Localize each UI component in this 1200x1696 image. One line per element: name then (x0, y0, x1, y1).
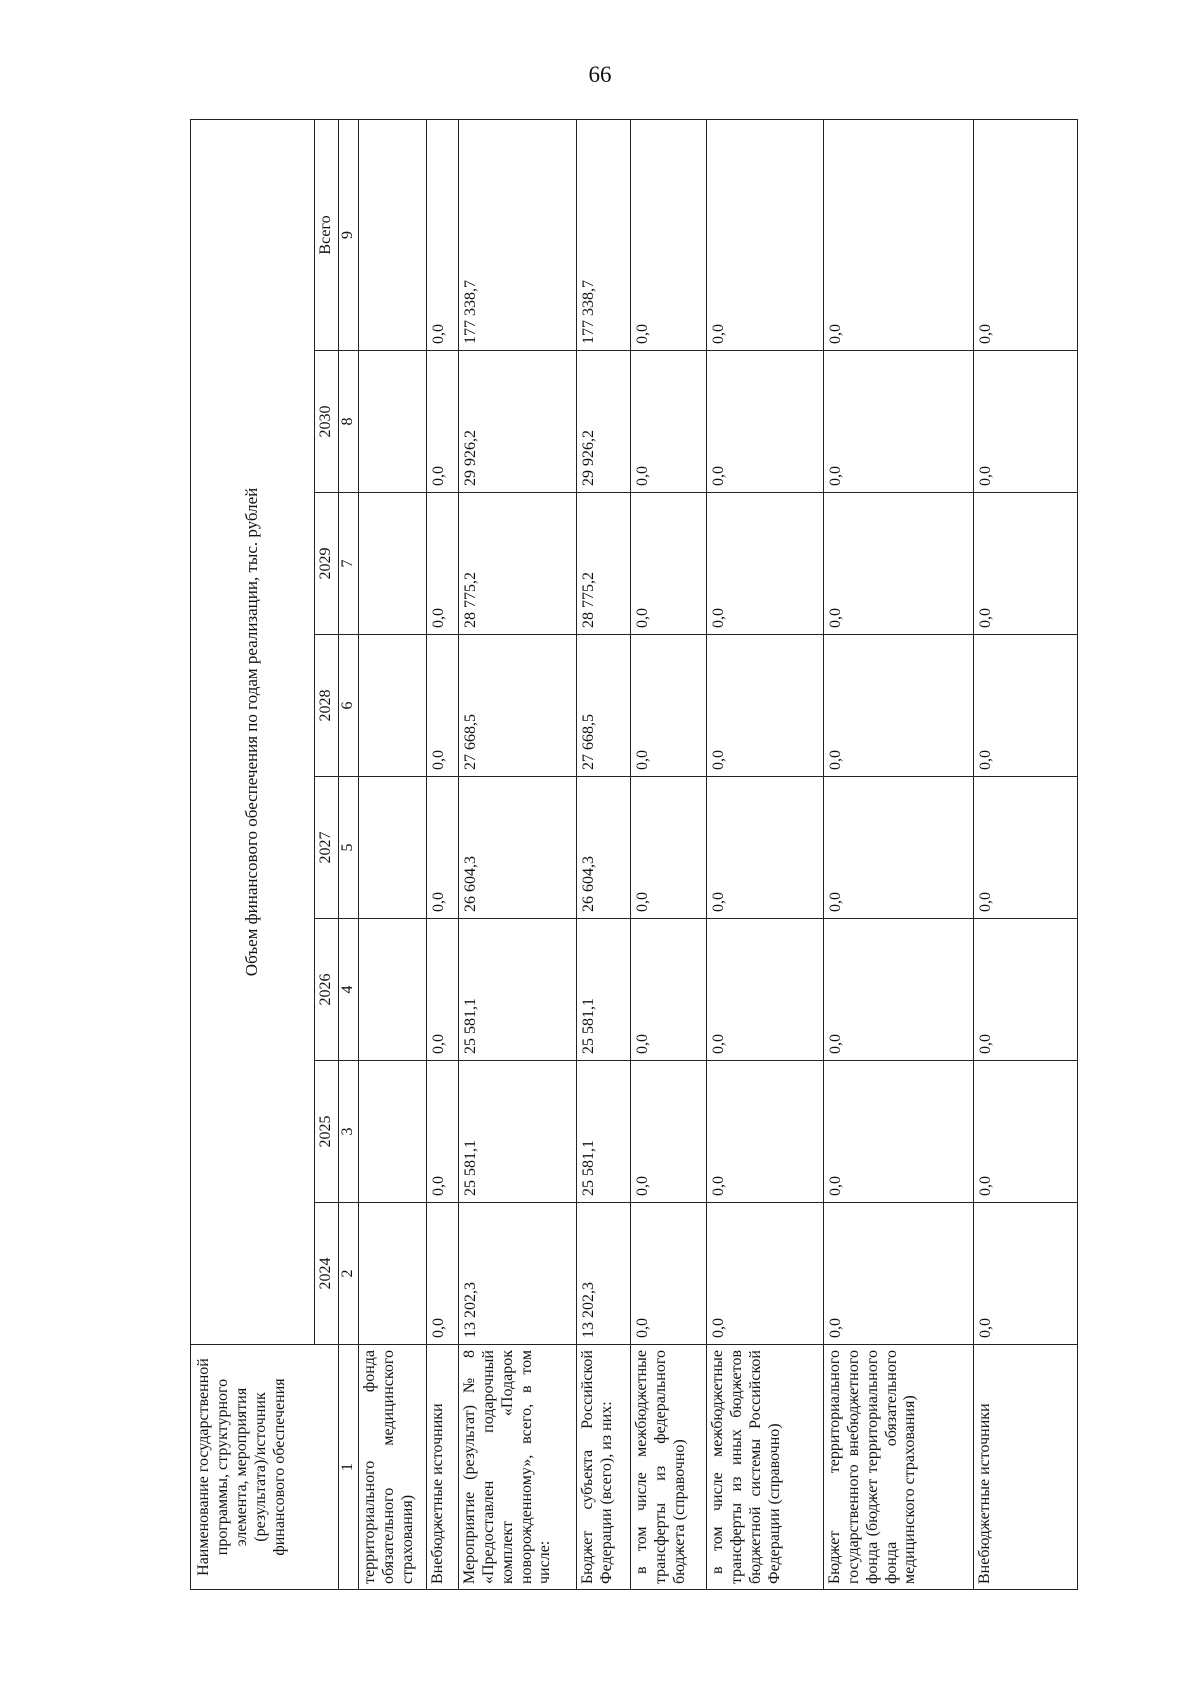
header-year: 2025 (315, 1061, 339, 1203)
table-cell: 0,0 (630, 1061, 706, 1203)
header-name: Наименование государственной программы, структурного элемента, мероприятия (результата)/источник финансового обеспечения (191, 1345, 339, 1590)
table-cell: 25 581,1 (458, 1061, 576, 1203)
table-row (576, 119, 630, 1589)
table-cell: 26 604,3 (576, 777, 630, 919)
table-cell: 0,0 (630, 635, 706, 777)
column-number: 3 (338, 1061, 358, 1203)
table-cell (358, 351, 426, 493)
funding-table (190, 119, 1078, 1590)
table-cell: 0,0 (823, 919, 973, 1061)
column-number: 1 (338, 1345, 358, 1590)
row-name: Внебюджетные источники (426, 1345, 458, 1590)
table-cell: 13 202,3 (458, 1203, 576, 1345)
table-row (973, 119, 1077, 1589)
page-number: 66 (588, 62, 612, 87)
table-cell: 0,0 (630, 493, 706, 635)
table-cell: 0,0 (973, 635, 1077, 777)
table-cell: 0,0 (630, 351, 706, 493)
table-cell (358, 777, 426, 919)
table-cell: 177 338,7 (458, 119, 576, 350)
table-cell: 0,0 (973, 777, 1077, 919)
table-cell: 0,0 (706, 635, 823, 777)
header-year: 2030 (315, 351, 339, 493)
header-year: 2026 (315, 919, 339, 1061)
header-funding-volume: Объем финансового обеспечения по годам реализации, тыс. рублей (191, 119, 315, 1344)
table-row (630, 119, 706, 1589)
table-cell: 0,0 (630, 119, 706, 350)
row-name: Мероприятие (результат) № 8 «Предоставлен подарочный комплект «Подарок новорожденному», всего, в том числе: (458, 1345, 576, 1590)
table-cell: 0,0 (426, 919, 458, 1061)
rotated-table-container (190, 120, 1075, 1590)
table-row (823, 119, 973, 1589)
row-name: в том числе межбюджетные трансферты из федерального бюджета (справочно) (630, 1345, 706, 1590)
table-cell: 0,0 (706, 777, 823, 919)
table-row (706, 119, 823, 1589)
table-cell: 0,0 (426, 493, 458, 635)
table-cell: 0,0 (426, 119, 458, 350)
column-number: 6 (338, 635, 358, 777)
column-number: 5 (338, 777, 358, 919)
table-cell: 0,0 (426, 1203, 458, 1345)
table-cell: 0,0 (973, 1203, 1077, 1345)
table-cell: 0,0 (630, 919, 706, 1061)
table-cell: 0,0 (630, 1203, 706, 1345)
column-number: 7 (338, 493, 358, 635)
table-cell: 28 775,2 (458, 493, 576, 635)
table-cell: 177 338,7 (576, 119, 630, 350)
row-name: территориального фонда обязательного медицинского страхования) (358, 1345, 426, 1590)
table-cell: 0,0 (823, 1203, 973, 1345)
table-cell: 0,0 (426, 351, 458, 493)
table-cell: 0,0 (973, 493, 1077, 635)
table-cell: 25 581,1 (576, 919, 630, 1061)
table-cell: 0,0 (823, 493, 973, 635)
table-cell: 0,0 (973, 1061, 1077, 1203)
table-cell: 0,0 (426, 635, 458, 777)
table-cell (358, 919, 426, 1061)
table-row (358, 119, 426, 1589)
table-cell: 0,0 (426, 777, 458, 919)
table-cell (358, 635, 426, 777)
header-year: 2024 (315, 1203, 339, 1345)
table-cell: 0,0 (706, 351, 823, 493)
table-cell: 25 581,1 (576, 1061, 630, 1203)
table-cell: 0,0 (823, 635, 973, 777)
row-name: в том числе межбюджетные трансферты из иных бюджетов бюджетной системы Российской Федерации (справочно) (706, 1345, 823, 1590)
column-number: 4 (338, 919, 358, 1061)
table-row (426, 119, 458, 1589)
table-cell: 28 775,2 (576, 493, 630, 635)
table-cell: 0,0 (706, 493, 823, 635)
table-cell: 25 581,1 (458, 919, 576, 1061)
table-cell: 0,0 (823, 351, 973, 493)
header-year: 2027 (315, 777, 339, 919)
table-cell: 0,0 (973, 351, 1077, 493)
header-year: 2029 (315, 493, 339, 635)
table-row (458, 119, 576, 1589)
row-name: Бюджет субъекта Российской Федерации (всего), из них: (576, 1345, 630, 1590)
column-number: 9 (338, 119, 358, 350)
table-cell: 0,0 (706, 119, 823, 350)
row-name: Бюджет территориального государственного внебюджетного фонда (бюджет территориального фонда обязательного медицинского страхования) (823, 1345, 973, 1590)
table-cell: 0,0 (706, 1061, 823, 1203)
table-cell: 27 668,5 (576, 635, 630, 777)
table-cell: 29 926,2 (576, 351, 630, 493)
table-cell: 13 202,3 (576, 1203, 630, 1345)
table-cell (358, 1203, 426, 1345)
column-number: 8 (338, 351, 358, 493)
table-cell: 0,0 (973, 919, 1077, 1061)
table-cell: 26 604,3 (458, 777, 576, 919)
table-cell (358, 1061, 426, 1203)
header-total: Всего (315, 119, 339, 350)
table-cell: 0,0 (706, 919, 823, 1061)
table-cell: 0,0 (823, 119, 973, 350)
table-cell: 0,0 (823, 777, 973, 919)
table-cell: 0,0 (973, 119, 1077, 350)
table-cell (358, 119, 426, 350)
table-cell: 0,0 (426, 1061, 458, 1203)
table-cell: 0,0 (706, 1203, 823, 1345)
table-cell: 29 926,2 (458, 351, 576, 493)
table-cell: 0,0 (630, 777, 706, 919)
table-cell (358, 493, 426, 635)
header-year: 2028 (315, 635, 339, 777)
table-cell: 0,0 (823, 1061, 973, 1203)
table-cell: 27 668,5 (458, 635, 576, 777)
row-name: Внебюджетные источники (973, 1345, 1077, 1590)
column-number: 2 (338, 1203, 358, 1345)
